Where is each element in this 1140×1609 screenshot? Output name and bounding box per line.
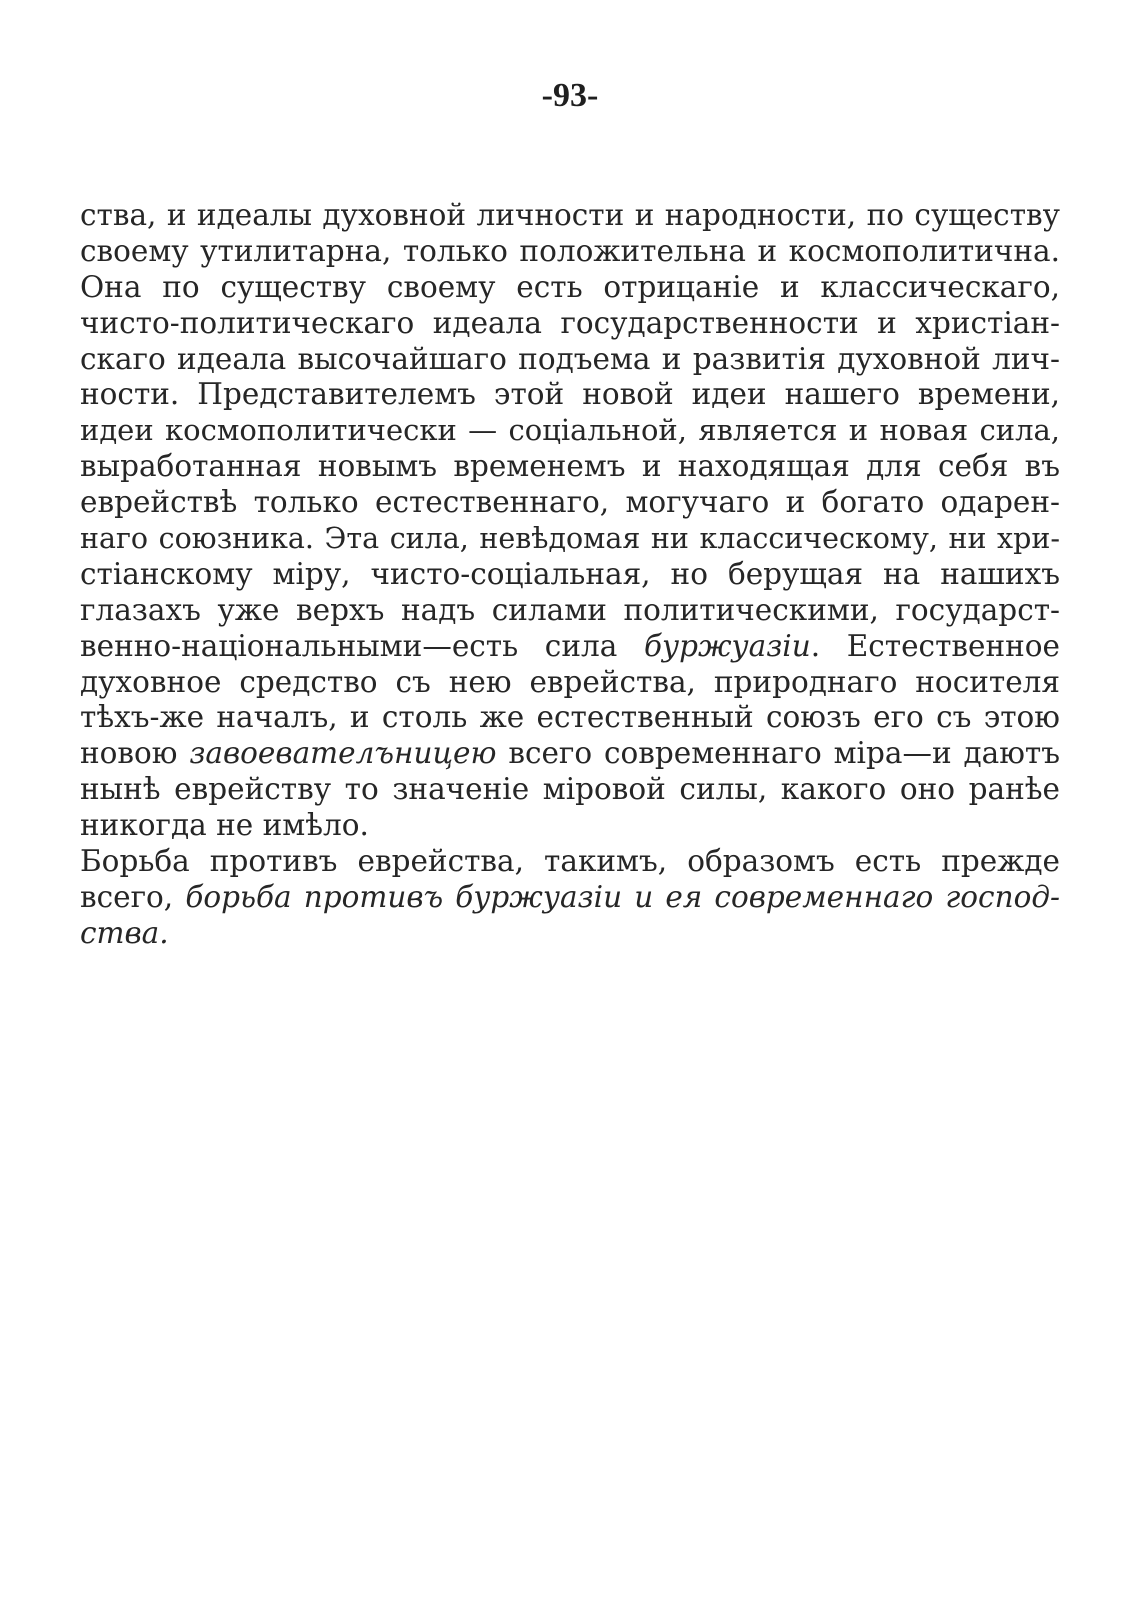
text-line xyxy=(80,665,1060,701)
text-line xyxy=(80,916,1060,952)
text-line xyxy=(80,808,1060,844)
text-segment: ства, и идеалы духовной личности и народности, по существу xyxy=(80,198,1060,232)
text-line xyxy=(80,700,1060,736)
text-line xyxy=(80,736,1060,772)
text-segment: духовное средство съ нею еврейства, природнаго носителя xyxy=(80,664,1060,699)
body-text xyxy=(80,198,1060,952)
text-segment: нынѣ еврейству то значеніе міровой силы, какого оно ранѣе xyxy=(80,772,1060,807)
text-segment: стіанскому міру, чисто-соціальная, но берущая на нашихъ xyxy=(80,556,1060,591)
text-line xyxy=(80,844,1060,880)
text-segment: Борьба противъ еврейства, такимъ, образомъ есть прежде xyxy=(80,844,1060,879)
text-line xyxy=(80,234,1060,270)
text-segment: всего, xyxy=(80,879,186,914)
text-line xyxy=(80,772,1060,808)
text-line xyxy=(80,880,1060,916)
text-segment: тѣхъ-же началъ, и столь же естественный союзъ его съ этою xyxy=(80,700,1060,735)
text-line xyxy=(80,593,1060,629)
text-line xyxy=(80,270,1060,306)
text-line xyxy=(80,413,1060,449)
text-line xyxy=(80,521,1060,557)
text-segment: своему утилитарна, только положительна и космополитична. xyxy=(80,233,1060,268)
text-line xyxy=(80,629,1060,665)
text-segment: новою xyxy=(80,736,190,771)
text-segment: скаго идеала высочайшаго подъема и развитія духовной лич- xyxy=(80,341,1060,376)
text-segment: глазахъ уже верхъ надъ силами политическими, государст- xyxy=(80,592,1060,627)
text-line xyxy=(80,342,1060,378)
text-segment: наго союзника. Эта сила, невѣдомая ни классическому, ни хри- xyxy=(80,522,1060,556)
text-segment: никогда не имѣло. xyxy=(80,808,369,843)
page-number: -93- xyxy=(541,77,599,114)
italic-text-segment: буржуазіи xyxy=(643,628,811,663)
italic-text-segment: борьба противъ буржуазіи и ея современнаго господ- xyxy=(185,879,1060,914)
italic-text-segment: завоевателъницею xyxy=(189,736,497,771)
text-segment: венно-національными—есть сила xyxy=(80,628,644,663)
text-segment: Она по существу своему есть отрицаніе и классическаго, xyxy=(80,269,1060,304)
text-line xyxy=(80,377,1060,413)
text-line xyxy=(80,485,1060,521)
text-line xyxy=(80,557,1060,593)
text-line xyxy=(80,306,1060,342)
text-segment: ности. Представителемъ этой новой идеи нашего времени, xyxy=(80,377,1060,412)
text-line xyxy=(80,198,1060,234)
text-segment: чисто-политическаго идеала государственности и христіан- xyxy=(80,305,1060,340)
text-segment: . Естественное xyxy=(810,628,1060,663)
text-segment: выработанная новымъ временемъ и находящая для себя въ xyxy=(80,449,1060,484)
text-segment: еврействѣ только естественнаго, могучаго и богато одарен- xyxy=(80,485,1060,520)
text-line xyxy=(80,449,1060,485)
text-segment: всего современнаго міра—и даютъ xyxy=(496,736,1060,771)
italic-text-segment: ства. xyxy=(80,915,169,950)
text-segment: идеи космополитически — соціальной, является и новая сила, xyxy=(80,413,1060,448)
